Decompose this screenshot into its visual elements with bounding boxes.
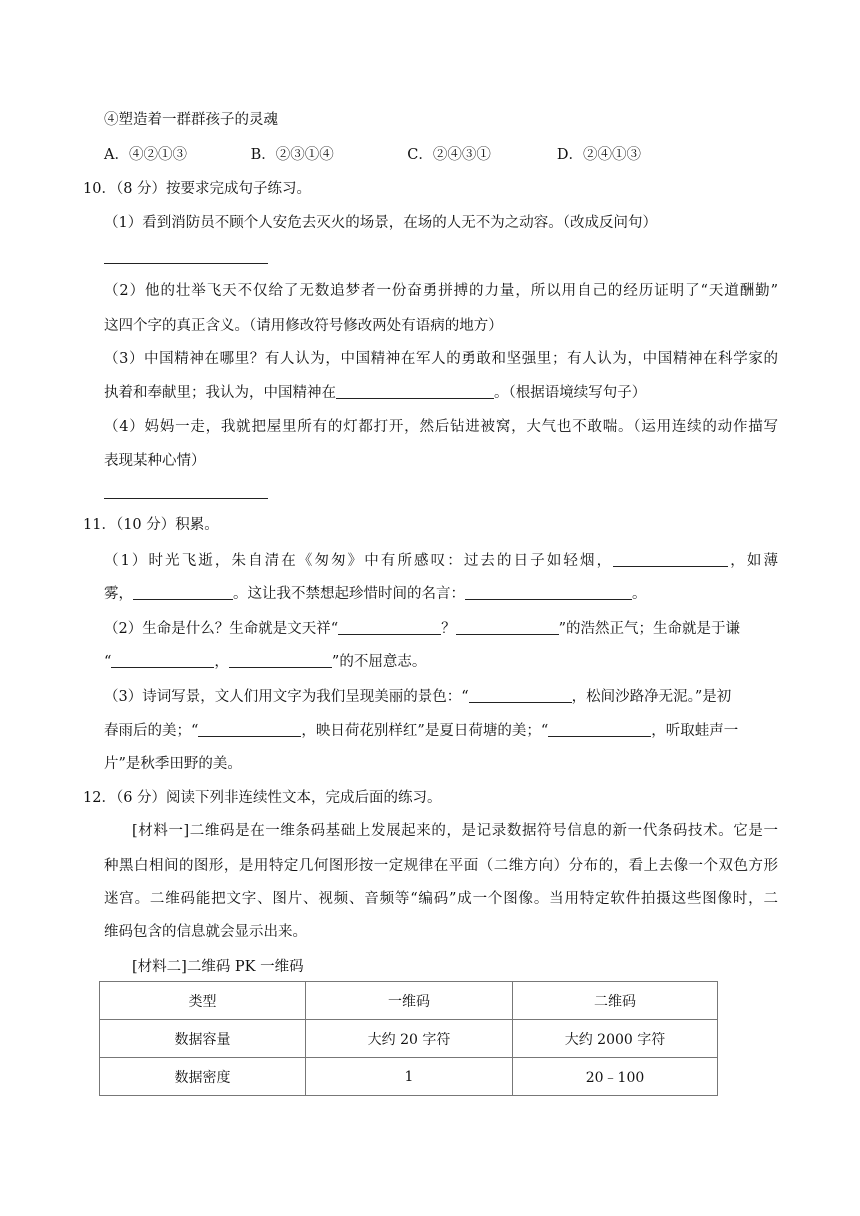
q11-part3-text-b: ，松间沙路净无泥。”是初 [571,689,732,705]
q9-option-a: A．④②①③ [104,147,187,163]
q11-part3-line3: 片”是秋季田野的美。 [104,756,242,772]
q11-part1-blank-3[interactable] [465,585,632,600]
q10-part3-line2 [104,383,646,403]
table-header-cell: 一维码 [306,982,513,1020]
table-cell: 1 [306,1058,513,1096]
q12-material1-line3: 迷宫。二维码能把文字、图片、视频、音频等“编码”成一个图像。当用特定软件拍摄这些图像时，二 [104,891,778,907]
q11-part2-text-c: ”的浩然正气；生命就是于谦 [558,621,741,637]
q11-part2-blank-4[interactable] [229,653,332,668]
q11-part3-text-a: （3）诗词写景，文人们用文字为我们呈现美丽的景色：“ [104,689,469,705]
q12-material1-line1: [材料一]二维码是在一维条码基础上发展起来的，是记录数据符号信息的新一代条码技术。它是一 [132,823,778,839]
q9-option-b: B．②③①④ [250,147,334,163]
q11-part2-text-f: ”的不屈意志。 [331,654,427,670]
q11-part1-text-a: （1）时光飞逝，朱自清在《匆匆》中有所感叹：过去的日子如轻烟， [104,553,614,569]
q9-options [104,145,641,165]
q12-material2-title: [材料二]二维码 PK 一维码 [132,959,304,975]
table-cell: 数据密度 [100,1058,306,1096]
q11-part2-text-a: （2）生命是什么？生命就是文天祥“ [104,621,339,637]
q10-part1: （1）看到消防员不顾个人安危去灭火的场景，在场的人无不为之动容。（改成反问句） [104,215,657,231]
table-row [100,1020,718,1058]
q10-part4-answer-line [104,498,268,499]
q11-part3-blank-1[interactable] [469,688,572,703]
q10-part3-text-b: 。（根据语境续写句子） [494,385,647,401]
comparison-table [99,981,718,1096]
q11-part2-blank-2[interactable] [456,620,559,635]
q11-part2-text-d: “ [104,654,112,670]
q11-part2-text-e: ， [214,654,229,670]
q10-part4-line1: （4）妈妈一走，我就把屋里所有的灯都打开，然后钻进被窝，大气也不敢喘。（运用连续的动作描写 [104,419,778,435]
q9-option-c: C．②④③① [407,147,491,163]
table-row [100,1058,718,1096]
q11-part1-text-e: 。 [632,586,647,602]
q10-header: 10．（8 分）按要求完成句子练习。 [83,181,312,197]
q11-part2-line2 [104,652,426,672]
q11-part2-blank-3[interactable] [111,653,214,668]
q11-part3-text-c: 春雨后的美；“ [104,723,199,739]
q11-part3-line2 [104,721,738,741]
q11-part3-blank-2[interactable] [198,722,301,737]
q11-part3-text-e: ，听取蛙声一 [651,723,739,739]
q12-material1-line2: 种黑白相间的图形，是用特定几何图形按一定规律在平面（二维方向）分布的，看上去像一个双色方形 [104,858,778,874]
q11-part3-blank-3[interactable] [548,722,651,737]
q11-part1-line1 [104,551,778,571]
q11-part1-line2 [104,584,647,604]
q11-header: 11．（10 分）积累。 [83,517,219,533]
table-cell: 大约 20 字符 [306,1020,513,1058]
q10-part4-line2: 表现某种心情） [104,453,206,469]
q11-part2-text-b: ？ [441,621,456,637]
q12-material1-line4: 维码包含的信息就会显示出来。 [104,924,307,940]
q10-part3-text-a: 执着和奉献里；我认为，中国精神在 [104,385,336,401]
q11-part1-text-b: ，如薄 [728,553,778,569]
table-cell: 数据容量 [100,1020,306,1058]
table-header-cell: 二维码 [513,982,718,1020]
q10-part2-line2: 这四个字的真正含义。（请用修改符号修改两处有语病的地方） [104,318,503,334]
table-header-cell: 类型 [100,982,306,1020]
q11-part1-blank-1[interactable] [613,552,728,567]
q11-part1-blank-2[interactable] [133,585,233,600]
table-cell: 20﹣100 [513,1058,718,1096]
table-cell: 大约 2000 字符 [513,1020,718,1058]
q11-part2-blank-1[interactable] [338,620,441,635]
q11-part3-text-d: ，映日荷花别样红”是夏日荷塘的美；“ [301,723,549,739]
q9-item-4: ④塑造着一群群孩子的灵魂 [104,112,278,128]
q11-part3-line1 [104,687,731,707]
q11-part1-text-d: 。这让我不禁想起珍惜时间的名言： [233,586,465,602]
q12-header: 12．（6 分）阅读下列非连续性文本，完成后面的练习。 [83,790,442,806]
q10-part3-line1: （3）中国精神在哪里？有人认为，中国精神在军人的勇敢和坚强里；有人认为，中国精神在科学家的 [104,351,778,367]
table-header-row [100,982,718,1020]
q11-part2-line1 [104,619,740,639]
q10-part3-blank[interactable] [336,384,494,399]
q9-option-d: D．②④①③ [556,147,641,163]
q10-part2-line1: （2）他的壮举飞天不仅给了无数追梦者一份奋勇拼搏的力量，所以用自己的经历证明了“天道酬勤” [104,283,778,299]
q11-part1-text-c: 雾， [104,586,133,602]
q10-part1-answer-line [104,263,268,264]
